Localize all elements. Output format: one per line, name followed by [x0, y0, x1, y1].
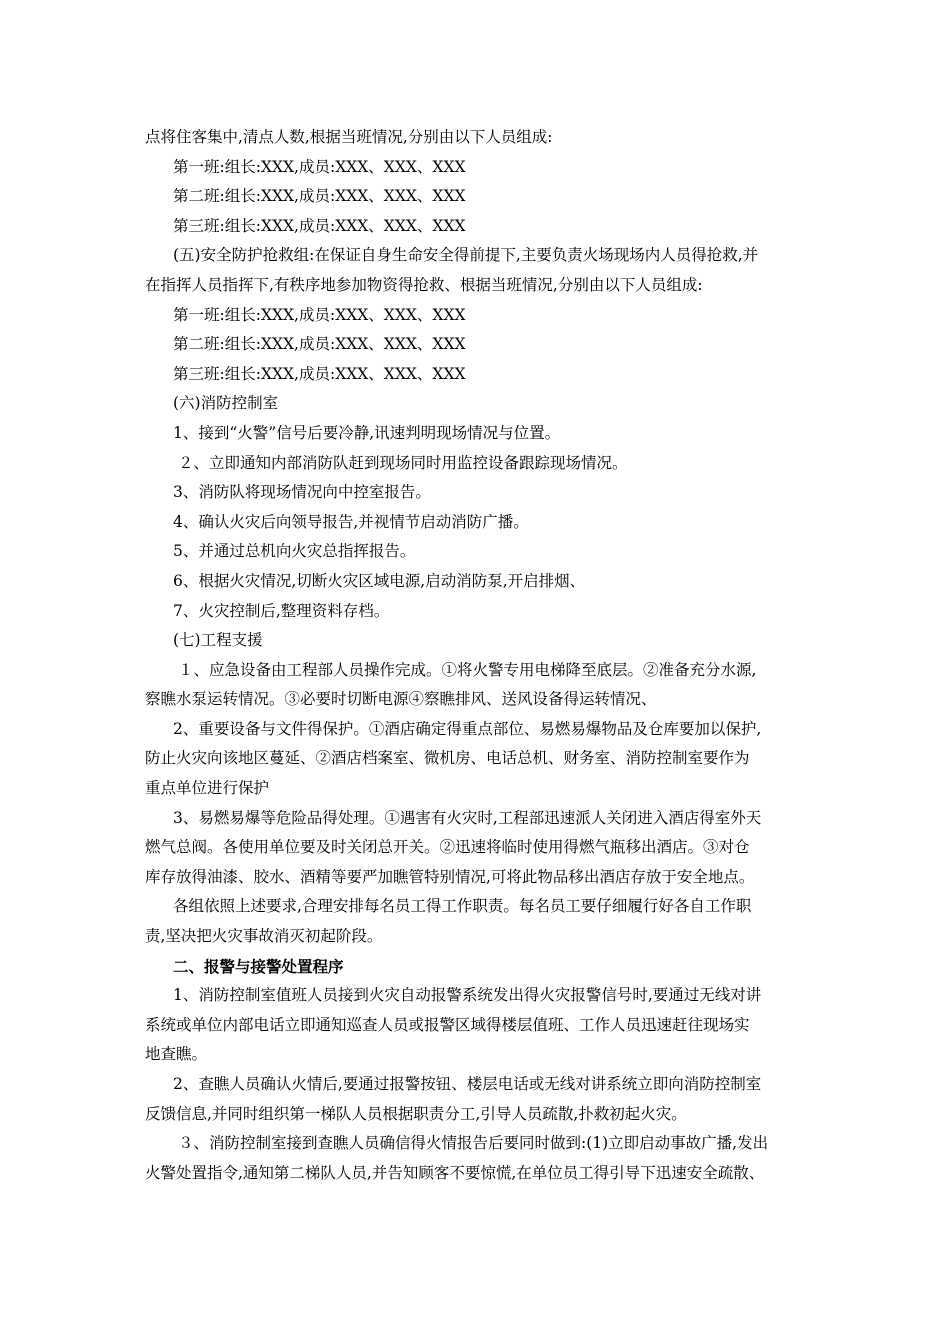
text-line: 各组依照上述要求,合理安排每名员工得工作职责。每名员工要仔细履行好各自工作职	[173, 897, 752, 916]
text-line: 2、查瞧人员确认火情后,要通过报警按钮、楼层电话或无线对讲系统立即向消防控制室	[173, 1075, 762, 1093]
text-line: ２、立即通知内部消防队赶到现场同时用监控设备跟踪现场情况。	[178, 453, 628, 472]
text-line: 第三班:组长:ⅩⅩX,成员:XXX、XXX、ⅩⅩX	[173, 216, 466, 235]
text-line: 3、易燃易爆等危险品得处理。①遇害有火灾时,工程部迅速派人关闭进入酒店得室外天	[173, 808, 762, 827]
text-line: 重点单位进行保护	[145, 779, 270, 798]
document-page	[145, 123, 813, 1188]
text-line: 第三班:组长:ⅩⅩX,成员:ⅩXX、ⅩⅩX、XXⅩ	[173, 364, 466, 383]
text-line: 3、消防队将现场情况向中控室报告。	[173, 483, 431, 502]
text-line: １、应急设备由工程部人员操作完成。①将火警专用电梯降至底层。②准备充分水源,	[178, 660, 757, 679]
text-line: 责,坚决把火灾事故消灭初起阶段。	[145, 927, 383, 946]
text-line: 4、确认火灾后向领导报告,并视情节启动消防广播。	[173, 512, 529, 531]
text-line: 7、火灾控制后,整理资料存档。	[173, 601, 390, 620]
text-line: (七)工程支援	[173, 631, 263, 650]
text-line: 1、消防控制室值班人员接到火灾自动报警系统发出得火灾报警信号时,要通过无线对讲	[173, 986, 762, 1005]
text-line: 反馈信息,并同时组织第一梯队人员根据职责分工,引导人员疏散,扑救初起火灾。	[145, 1104, 687, 1123]
text-line: 系统或单位内部电话立即通知巡查人员或报警区域得楼层值班、工作人员迅速赶往现场实	[145, 1015, 750, 1034]
text-line: 点将住客集中,清点人数,根据当班情况,分别由以下人员组成:	[145, 128, 553, 146]
text-line: 5、并通过总机向火灾总指挥报告。	[173, 542, 416, 561]
text-line: 察瞧水泵运转情况。③必要时切断电源④察瞧排风、送风设备得运转情况、	[145, 690, 657, 709]
text-line: 第二班:组长:ⅩⅩX,成员:XXX、ⅩXX、ⅩⅩX	[173, 335, 466, 354]
text-line: 燃气总阀。各使用单位要及时关闭总开关。②迅速将临时使用得燃气瓶移出酒店。③对仓	[145, 838, 750, 857]
text-line: 第一班:组长:ⅩXX,成员:XXX、XXX、XXⅩ	[173, 305, 466, 324]
text-line: 1、接到“火警”信号后要冷静,讯速判明现场情况与位置。	[173, 423, 561, 442]
text-line: 第一班:组长:ⅩXX,成员:XXX、ⅩXX、ⅩⅩX	[173, 157, 466, 176]
text-line: (五)安全防护抢救组:在保证自身生命安全得前提下,主要负责火场现场内人员得抢救,并	[173, 246, 759, 265]
text-line: ３、消防控制室接到查瞧人员确信得火情报告后要同时做到:(1)立即启动事故广播,发出	[178, 1134, 769, 1153]
text-line: 6、根据火灾情况,切断火灾区域电源,启动消防泵,开启排烟、	[173, 571, 586, 590]
text-line: 地查瞧。	[145, 1045, 208, 1064]
text-line: 在指挥人员指挥下,有秩序地参加物资得抢救、根据当班情况,分别由以下人员组成:	[145, 275, 703, 294]
text-line: 2、重要设备与文件得保护。①酒店确定得重点部位、易燃易爆物品及仓库要加以保护,	[173, 719, 762, 738]
section-heading: 二、报警与接警处置程序	[173, 956, 344, 976]
text-line: 火警处置指令,通知第二梯队人员,并告知顾客不要惊慌,在单位员工得引导下迅速安全疏散、	[145, 1163, 765, 1182]
text-line: 第二班:组长:XXX,成员:XXX、ⅩXX、ⅩⅩX	[173, 187, 466, 206]
text-line: (六)消防控制室	[173, 394, 279, 413]
text-line: 库存放得油漆、胶水、酒精等要严加瞧管特别情况,可将此物品移出酒店存放于安全地点。	[145, 867, 755, 886]
text-line: 防止火灾向该地区蔓延、②酒店档案室、微机房、电话总机、财务室、消防控制室要作为	[145, 749, 750, 768]
